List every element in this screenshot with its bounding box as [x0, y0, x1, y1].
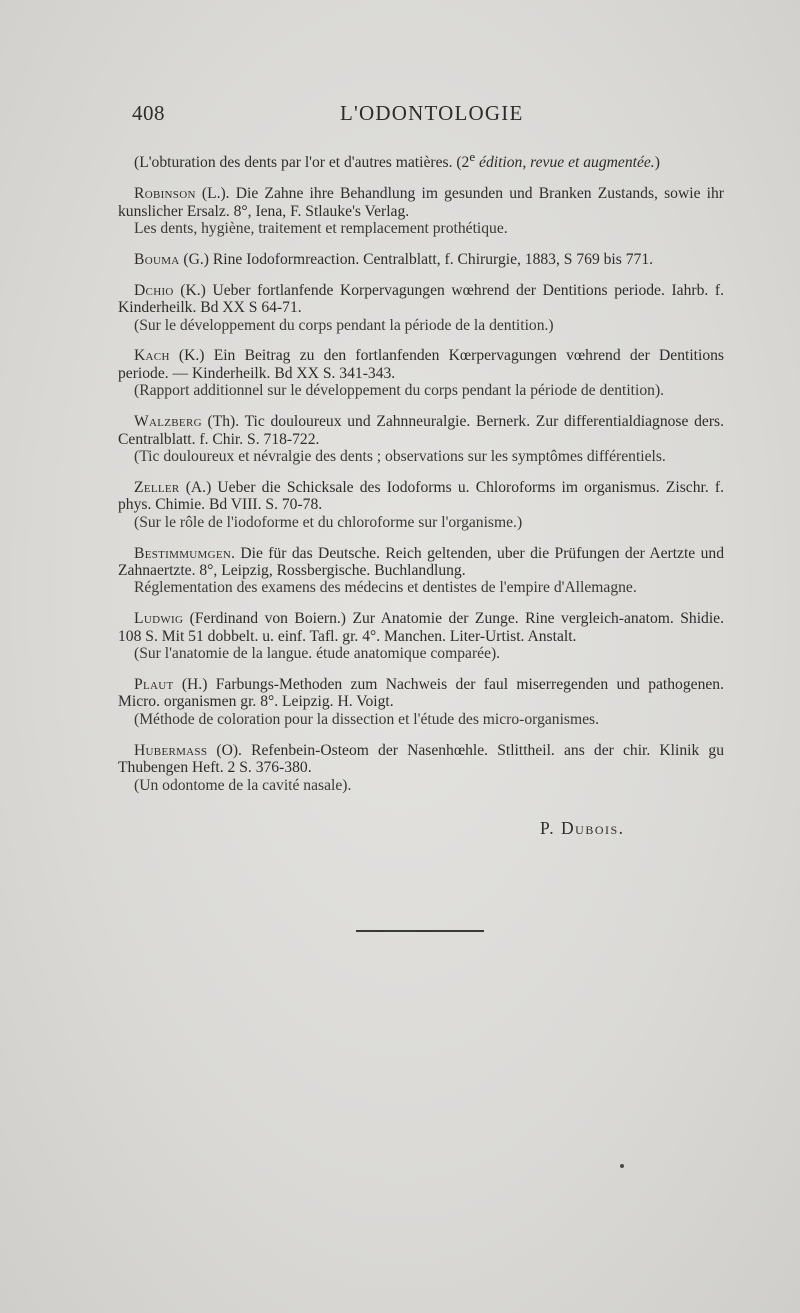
- bib-note: (Sur le rôle de l'iodoforme et du chloroforme sur l'organisme.): [134, 513, 523, 531]
- bib-citation: . Die für das Deutsche. Reich geltenden, uber die Prüfungen der Aertzte und Zahnaertzte. 8°, Leipzig, Rossbergische. Buchlandlung.: [118, 544, 724, 579]
- bib-author: Bestimmumgen: [134, 544, 232, 562]
- intro-note-main: (L'obturation des dents par l'or et d'autres matières. (2: [134, 154, 470, 172]
- bib-entry-dchio: [118, 282, 724, 334]
- bib-note: Réglementation des examens des médecins et dentistes de l'empire d'Allemagne.: [134, 579, 637, 597]
- bib-entry-ludwig: [118, 610, 724, 662]
- bib-entry-bouma: [118, 251, 724, 268]
- bib-entry-plaut: [118, 676, 724, 728]
- bib-author: Dchio: [134, 281, 174, 299]
- page-number: 408: [132, 101, 165, 125]
- bib-citation: (K.) Ein Beitrag zu den fortlanfenden Kœrpervagungen vœhrend der Dentitions periode. — Kinderheilk. Bd XX S. 341-343.: [118, 347, 724, 382]
- bib-author: Hubermass: [134, 741, 208, 759]
- bib-author: Bouma: [134, 250, 180, 268]
- bib-author: Plaut: [134, 676, 174, 694]
- bib-citation: (A.) Ueber die Schicksale des Iodoforms u. Chloroforms im organismus. Zischr. f. phys. Chimie. Bd VIII. S. 70-78.: [118, 478, 724, 514]
- intro-note-italic: édition, revue et augmentée.: [475, 154, 655, 172]
- bib-author: Ludwig: [134, 610, 184, 628]
- bib-citation: (G.) Rine Iodoformreaction. Centralblatt, f. Chirurgie, 1883, S 769 bis 771.: [179, 250, 654, 268]
- bib-entry-bestimmumgen: [118, 545, 724, 597]
- author-signature: P. Dubois.: [540, 818, 625, 838]
- bib-entry-zeller: [118, 479, 724, 531]
- running-header: [132, 101, 732, 129]
- bib-note: Les dents, hygiène, traitement et remplacement prothétique.: [134, 219, 508, 237]
- bib-note: (Sur l'anatomie de la langue. étude anatomique comparée).: [134, 645, 501, 663]
- bib-entry-kach: [118, 347, 724, 399]
- intro-note: [118, 148, 724, 172]
- paper-speck: [620, 1164, 624, 1168]
- bib-citation: (K.) Ueber fortlanfende Korpervagungen wœhrend der Dentitions periode. Iahrb. f. Kinderheilk. Bd XX S 64-71.: [118, 281, 724, 317]
- bib-citation: (H.) Farbungs-Methoden zum Nachweis der faul miserregenden und pathogenen. Micro. organismen gr. 8°. Leipzig. H. Voigt.: [118, 676, 724, 711]
- section-divider: [356, 930, 484, 932]
- bib-note: (Tic douloureux et névralgie des dents ; observations sur les symptômes différentiels.: [134, 447, 666, 465]
- bib-citation: (Th). Tic douloureux und Zahnneuralgie. Bernerk. Zur differentialdiagnose ders. Centralblatt. f. Chir. S. 718-722.: [118, 413, 724, 448]
- intro-note-tail: ): [654, 154, 660, 172]
- bibliography-list: [118, 148, 724, 807]
- bib-author: Zeller: [134, 478, 180, 496]
- running-title: L'ODONTOLOGIE: [340, 101, 524, 125]
- bib-author: Kach: [134, 347, 170, 365]
- bib-author: Robinson: [134, 185, 196, 203]
- bib-entry-robinson: [118, 185, 724, 237]
- bib-citation: (Ferdinand von Boiern.) Zur Anatomie der Zunge. Rine vergleich-anatom. Shidie. 108 S. Mit 51 dobbelt. u. einf. Tafl. gr. 4°. Manchen. Liter-Urtist. Anstalt.: [118, 610, 724, 645]
- bib-note: (Sur le développement du corps pendant la période de la dentition.): [134, 316, 554, 334]
- bib-entry-hubermass: [118, 742, 724, 794]
- bib-entry-walzberg: [118, 413, 724, 465]
- intro-note-sup: e: [469, 149, 476, 164]
- bib-author: Walzberg: [134, 413, 202, 431]
- bib-citation: (L.). Die Zahne ihre Behandlung im gesunden und Branken Zustands, sowie ihr kunslicher Ersalz. 8°, Iena, F. Stlauke's Verlag.: [118, 185, 724, 220]
- bib-note: (Méthode de coloration pour la dissection et l'étude des micro-organismes.: [134, 710, 600, 728]
- bib-note: (Rapport additionnel sur le développement du corps pendant la période de dentition).: [134, 382, 665, 400]
- bib-citation: (O). Refenbein-Osteom der Nasenhœhle. Stlittheil. ans der chir. Klinik gu Thubengen Heft. 2 S. 376-380.: [118, 741, 724, 777]
- bib-note: (Un odontome de la cavité nasale).: [134, 776, 352, 794]
